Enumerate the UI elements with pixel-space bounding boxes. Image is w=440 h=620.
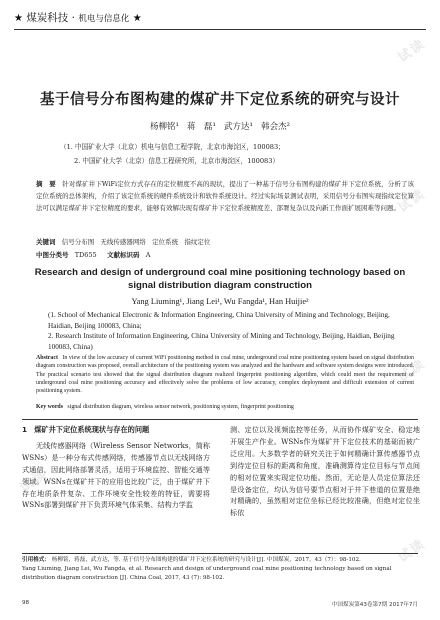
watermark: 试读: [17, 466, 51, 496]
body-right-column: [230, 424, 420, 519]
journal-section: 机电与信息化: [78, 14, 130, 24]
author: 武方达¹: [224, 122, 253, 132]
authors-en: Yang Liuming¹, Jiang Lei¹, Wu Fangda¹, Han Huijie²: [131, 297, 309, 306]
abstract-zh-label: 摘 要: [36, 180, 56, 188]
journal-header: [14, 10, 142, 25]
body-paragraph: 测、定位以及视频监控等任务，从而协作煤矿安全、稳定地开展生产作业。WSNs作为煤矿井下定位技术的基础而被广泛应用。大多数学者的研究关注于如何精确计算传感器节点到待定位目标的距离和角度，准确测算待定位目标与节点间的相对位置来实现定位功能。然而，无论是人员定位算法还是设备定位，均认为信号要节点相对于井下巷道的位置是绝对精确的，虽然相对定位坐标已经比较准确，但绝对定位坐标依: [230, 425, 420, 518]
authors-zh: [0, 120, 440, 132]
citation-en: Yang Liuming, Jiang Lei, Wu Fangda, et al. Research and design of underground coal mine positioning technology based on signal distribution diagram construction [J]. China Coal, 2017, 43 (7): 98-102.: [22, 566, 392, 582]
abstract-en-label: Abstract: [36, 355, 58, 361]
body-paragraph: 无线传感器网络（Wireless Sensor Networks，简称WSNs）是一种分布式传感网络，传感器节点以无线网络方式通信，因此网络部署灵活，适用于环境监控、智能交通等领域。WSNs在煤矿井下的应用也比较广泛，由于煤矿井下存在地质条件复杂、工作环境安全性较差的特征，需要将WSNs部署到煤矿井下负责环境气体采集、结构力学监: [22, 440, 210, 510]
citation-divider: [22, 553, 418, 554]
keyword: 无线传感器网络: [100, 238, 146, 246]
keyword: 定位系统: [152, 238, 179, 246]
keywords-zh: [36, 237, 210, 246]
keywords-zh-label: 关键词: [36, 238, 56, 246]
abstract-en: [36, 354, 414, 395]
abstract-zh: [36, 178, 414, 215]
citation-zh: 杨柳铭，蒋磊，武方达，等. 基于信号分布图构建的煤矿井下定位系统的研究与设计[J]. 中国煤炭，2017，43（7）：98-102.: [51, 557, 361, 563]
citation-label: 引用格式：: [22, 557, 50, 563]
watermark: 试读: [395, 356, 429, 386]
title-zh: 基于信号分布图构建的煤矿井下定位系统的研究与设计: [40, 92, 400, 108]
abstract-en-text: In view of the low accuracy of current WiFi positioning method in coal mine, underground coal mine positioning system based on signal distribution diagram construction was proposed, overall architecture of the positioning system was analyzed and the hardware and software system designs were introduced. The practical scenario test showed that the signal distribution diagram realized fingerprint positioning algorithm, which could meet the requirement of underground coal mine positioning accuracy and effectively solve the problems of low accuracy, complex deployment and difficult extension of current positioning system.: [36, 355, 415, 395]
section-heading: 1 煤矿井下定位系统现状与存在的问题: [22, 425, 150, 434]
watermark: 试读: [395, 186, 429, 216]
affiliation-en: 2. Research Institute of Information Engineering, China University of Mining and Technology, Beijing, Haidian, Beijing 100083, China): [48, 332, 395, 351]
keywords-en: [36, 404, 414, 410]
star-icon: ★: [132, 13, 142, 24]
affiliation-zh: （1. 中国矿业大学（北京）机电与信息工程学院，北京市海淀区，100083；: [60, 143, 285, 151]
author: 杨柳铭¹: [149, 122, 179, 132]
affiliation-zh: 2. 中国矿业大学（北京）信息工程研究所，北京市海淀区，100083）: [74, 157, 279, 165]
doc-code: A: [145, 251, 151, 259]
star-icon: ★: [14, 13, 23, 24]
affiliation-en: (1. School of Mechanical Electronic & Information Engineering, China University of Mining and Technology, Beijing, Haidian, Beijing 100083, China;: [48, 311, 390, 330]
author: 蒋 磊¹: [187, 122, 216, 132]
title-en: Research and design of underground coal mine positioning technology based on signal distribution diagram construction: [34, 267, 406, 291]
doc-code-label: 文献标识码: [107, 251, 140, 259]
keyword: 指纹定位: [184, 238, 211, 246]
body-left-column: [22, 424, 210, 511]
page-number: 98: [22, 600, 30, 606]
header-separator: ·: [71, 12, 75, 24]
classification-zh: [36, 250, 150, 259]
keywords-en-label: Key words: [36, 404, 63, 410]
clc-label: 中图分类号: [36, 251, 69, 259]
watermark: 试读: [395, 536, 429, 566]
keywords-en-text: signal distribution diagram, wireless sensor network, positioning system, fingerprint positioning: [67, 404, 294, 410]
header-rule: [14, 29, 426, 30]
abstract-zh-text: 针对煤矿井下WiFi定位方式存在的定位精度不高的现状，提出了一种基于信号分布图构建的煤矿井下定位系统，分析了该定位系统的总体架构，介绍了该定位系统的硬件系统设计和软件系统设计。经过实际场景测试表明，采用信号分布图实现指纹定位算法可以满足煤矿井下定位精度的要求，能够有效解决现有煤矿井下定位系统精度差、部署复杂以及向新工作面扩展困难等问题。: [36, 180, 415, 213]
journal-name: 煤炭科技: [26, 12, 69, 24]
author: 韩会杰²: [261, 122, 290, 132]
abstract-divider: [22, 419, 418, 420]
watermark: 试读: [395, 36, 429, 66]
journal-issue: 中国煤炭第43卷第7期 2017年7月: [331, 602, 418, 608]
clc-code: TD655: [74, 251, 97, 259]
keyword: 信号分布图: [61, 238, 95, 246]
citation: [22, 556, 422, 584]
